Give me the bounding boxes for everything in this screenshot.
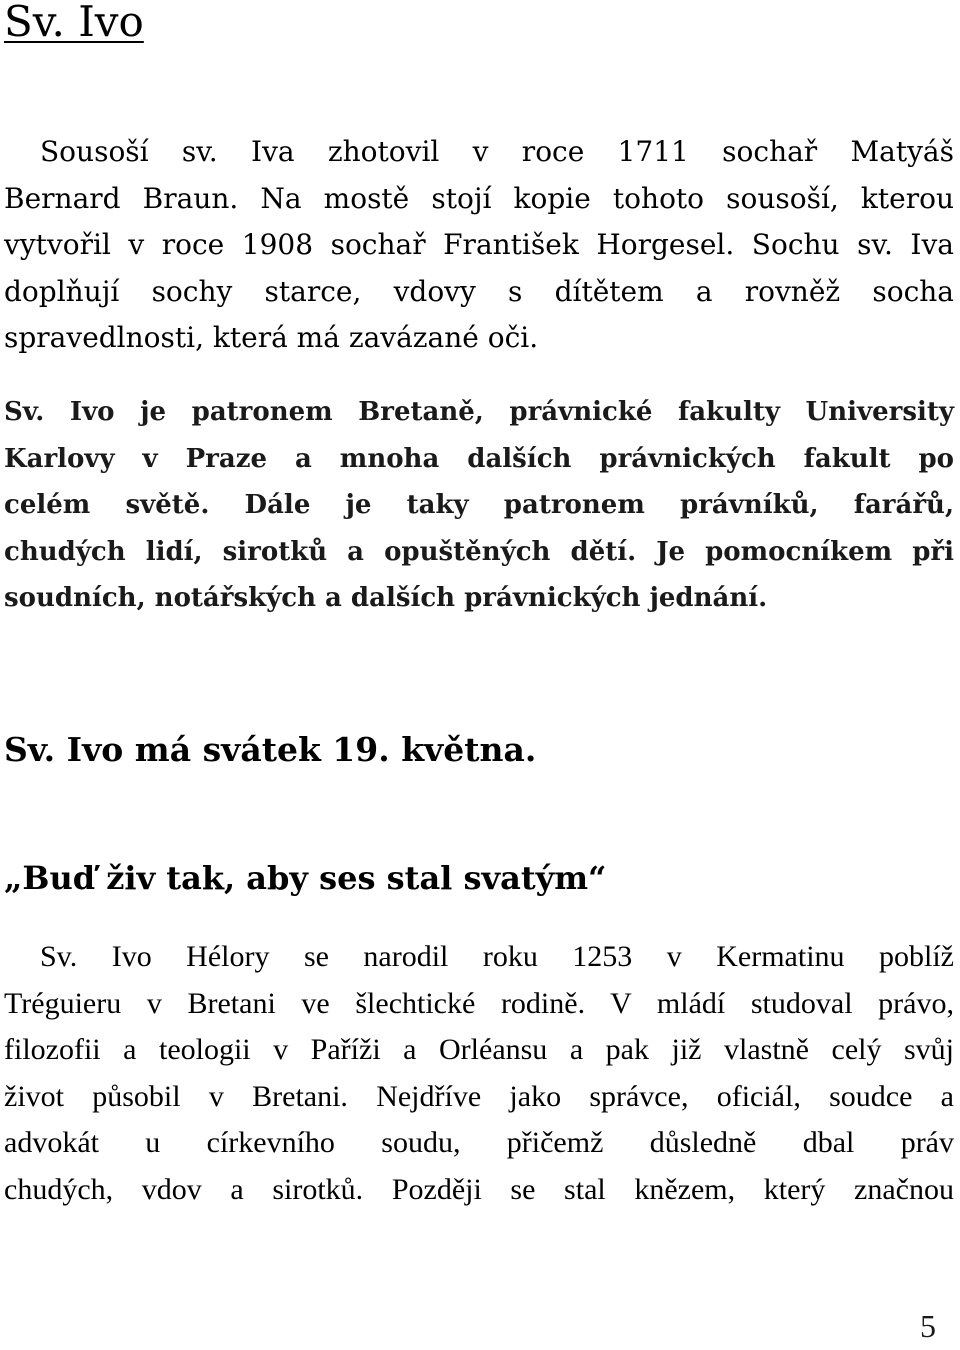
paragraph-line: advokát u církevního soudu, přičemž důsledně dbal práv [4, 1126, 954, 1160]
page-number: 5 [920, 1308, 936, 1344]
paragraph-line: celém světě. Dále je taky patronem právníků, farářů, [4, 490, 954, 520]
paragraph-line: Karlovy v Praze a mnoha dalších právnických fakult po [4, 443, 954, 474]
paragraph-line: chudých, vdov a sirotků. Později se stal knězem, který značnou [4, 1172, 954, 1206]
paragraph-line: život působil v Bretani. Nejdříve jako správce, oficiál, soudce a [4, 1079, 954, 1113]
paragraph-line: spravedlnosti, která má zavázané oči. [4, 321, 539, 354]
paragraph-line: doplňují sochy starce, vdovy s dítětem a rovněž socha [4, 274, 954, 308]
paragraph-biography [4, 934, 954, 1214]
paragraph-statue [4, 129, 954, 362]
paragraph-line: soudních, notářských a dalších právnických jednání. [4, 583, 768, 613]
paragraph-line: Sv. Ivo je patronem Bretaně, právnické fakulty University [4, 397, 954, 427]
paragraph-line: Sv. Ivo Hélory se narodil roku 1253 v Kermatinu poblíž [40, 940, 954, 973]
paragraph-line: Tréguieru v Bretani ve šlechtické rodině. V mládí studoval právo, [4, 986, 954, 1020]
paragraph-line: vytvořil v roce 1908 sochař František Horgesel. Sochu sv. Iva [4, 228, 954, 261]
paragraph-line: Bernard Braun. Na mostě stojí kopie tohoto sousoší, kterou [4, 181, 954, 215]
quote-heading: „Buď živ tak, aby ses stal svatým“ [4, 859, 607, 897]
paragraph-line: Sousoší sv. Iva zhotovil v roce 1711 sochař Matyáš [40, 135, 954, 168]
feast-day-heading: Sv. Ivo má svátek 19. května. [4, 730, 537, 769]
page-title: Sv. Ivo [4, 0, 144, 46]
paragraph-line: filozofii a teologii v Paříži a Orléansu a pak již vlastně celý svůj [4, 1033, 954, 1067]
paragraph-patronage [4, 389, 954, 622]
paragraph-line: chudých lidí, sirotků a opuštěných dětí. Je pomocníkem při [4, 536, 954, 567]
